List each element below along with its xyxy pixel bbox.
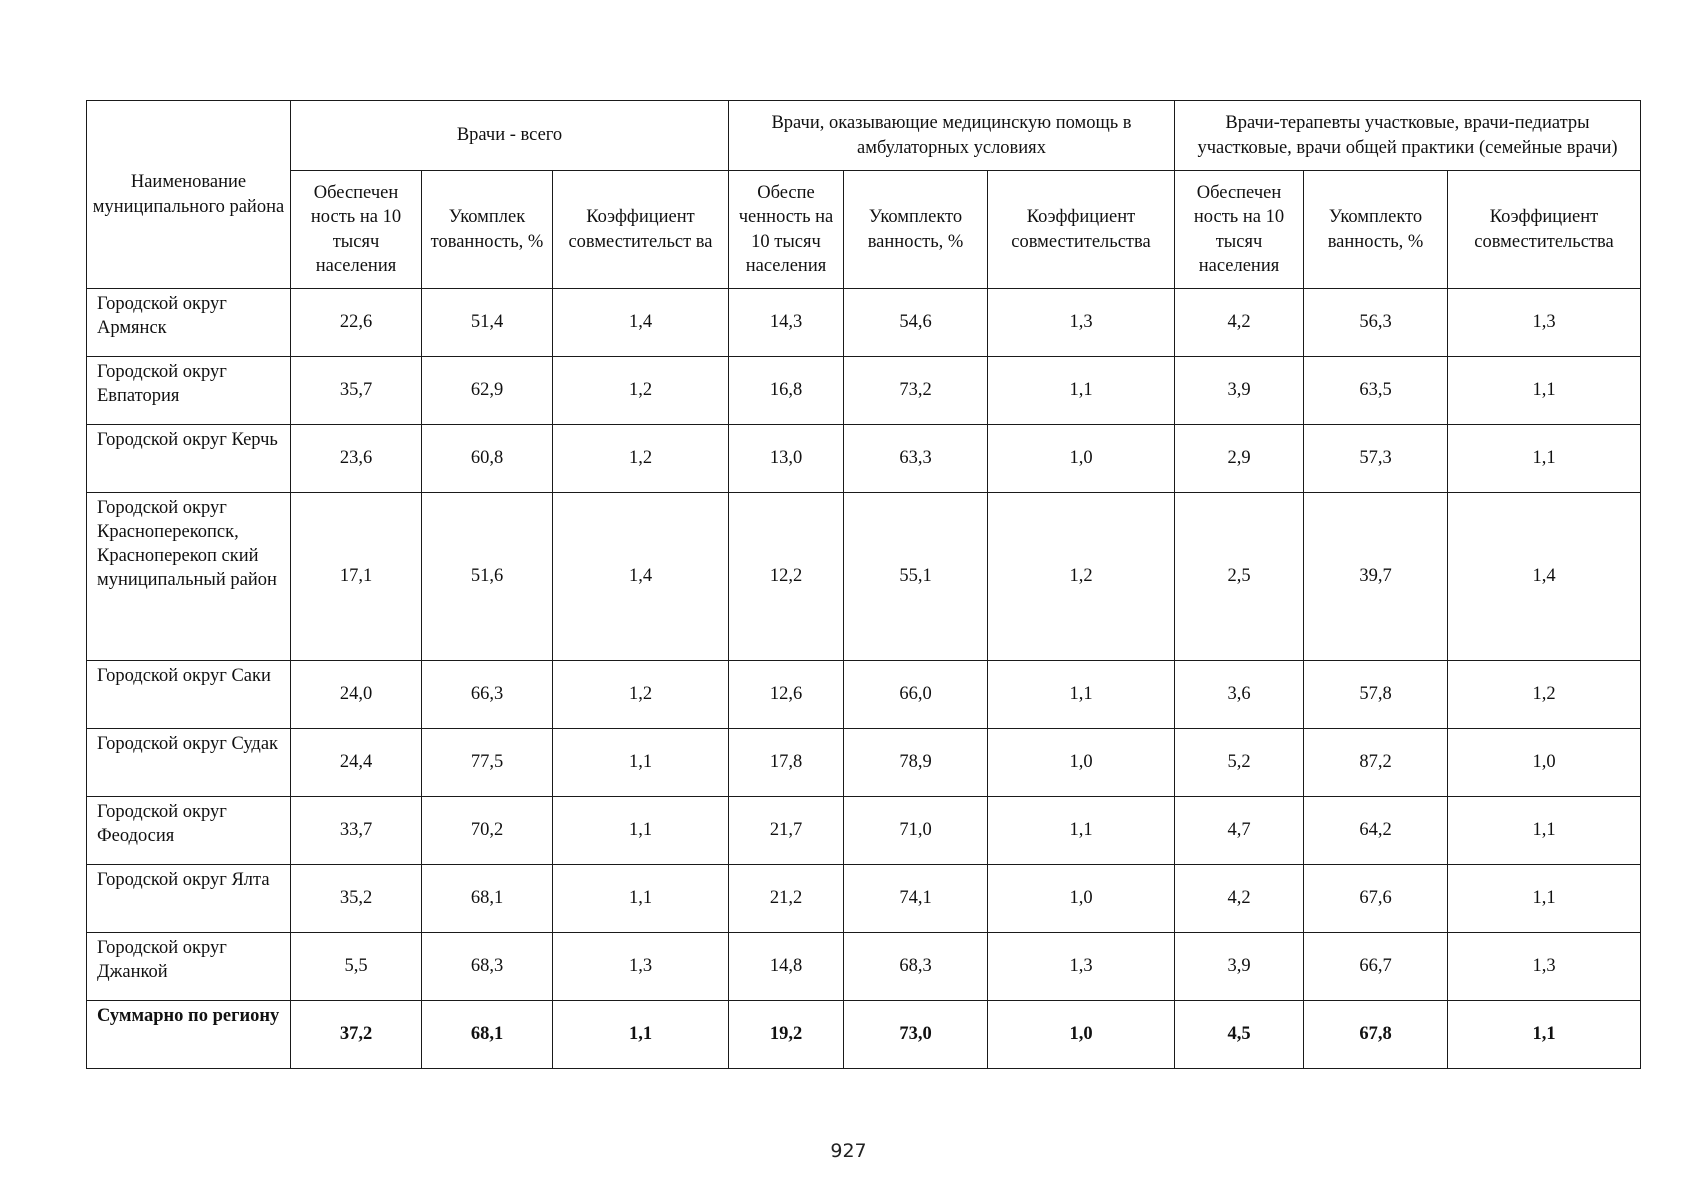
table-body (87, 289, 1641, 1069)
cell-value: 33,7 (291, 797, 422, 865)
cell-value: 35,2 (291, 865, 422, 933)
row-name: Городской округ Феодосия (87, 797, 291, 865)
cell-value: 63,5 (1304, 357, 1448, 425)
subheader-cell: Укомплек тованность, % (422, 171, 553, 289)
cell-value: 51,6 (422, 493, 553, 661)
cell-value: 1,0 (988, 425, 1175, 493)
table-row (87, 661, 1641, 729)
total-cell-value: 1,0 (988, 1001, 1175, 1069)
header-group-outpatient: Врачи, оказывающие медицинскую помощь в амбулаторных условиях (729, 101, 1175, 171)
table-row-total (87, 1001, 1641, 1069)
header-group-district-doctors: Врачи-терапевты участковые, врачи-педиатры участковые, врачи общей практики (семейные врачи) (1175, 101, 1641, 171)
total-cell-value: 73,0 (844, 1001, 988, 1069)
cell-value: 78,9 (844, 729, 988, 797)
cell-value: 87,2 (1304, 729, 1448, 797)
table-row (87, 289, 1641, 357)
total-cell-value: 67,8 (1304, 1001, 1448, 1069)
cell-value: 68,3 (422, 933, 553, 1001)
row-name: Городской округ Ялта (87, 865, 291, 933)
cell-value: 3,6 (1175, 661, 1304, 729)
row-name: Городской округ Судак (87, 729, 291, 797)
cell-value: 5,5 (291, 933, 422, 1001)
cell-value: 1,2 (553, 357, 729, 425)
cell-value: 4,2 (1175, 289, 1304, 357)
cell-value: 57,3 (1304, 425, 1448, 493)
statistics-table (86, 100, 1641, 1069)
row-name: Городской округ Керчь (87, 425, 291, 493)
cell-value: 68,3 (844, 933, 988, 1001)
cell-value: 14,3 (729, 289, 844, 357)
cell-value: 24,0 (291, 661, 422, 729)
cell-value: 66,7 (1304, 933, 1448, 1001)
cell-value: 67,6 (1304, 865, 1448, 933)
cell-value: 1,4 (1448, 493, 1641, 661)
table-row (87, 425, 1641, 493)
cell-value: 1,3 (988, 289, 1175, 357)
subheader-cell: Коэффициент совместительства (988, 171, 1175, 289)
header-name-column: Наименование муниципального района (87, 101, 291, 289)
cell-value: 17,1 (291, 493, 422, 661)
cell-value: 55,1 (844, 493, 988, 661)
cell-value: 1,1 (1448, 425, 1641, 493)
cell-value: 1,1 (1448, 865, 1641, 933)
table-row (87, 493, 1641, 661)
subheader-cell: Укомплекто ванность, % (844, 171, 988, 289)
header-group-doctors-total: Врачи - всего (291, 101, 729, 171)
cell-value: 2,9 (1175, 425, 1304, 493)
subheader-cell: Обеспечен ность на 10 тысяч населения (1175, 171, 1304, 289)
total-cell-value: 1,1 (1448, 1001, 1641, 1069)
row-name: Городской округ Евпатория (87, 357, 291, 425)
table-row (87, 729, 1641, 797)
cell-value: 1,2 (1448, 661, 1641, 729)
table-row (87, 357, 1641, 425)
total-cell-value: 68,1 (422, 1001, 553, 1069)
cell-value: 14,8 (729, 933, 844, 1001)
total-cell-value: 19,2 (729, 1001, 844, 1069)
row-name: Городской округ Армянск (87, 289, 291, 357)
cell-value: 77,5 (422, 729, 553, 797)
total-row-name: Суммарно по региону (87, 1001, 291, 1069)
cell-value: 21,7 (729, 797, 844, 865)
cell-value: 1,4 (553, 493, 729, 661)
total-cell-value: 4,5 (1175, 1001, 1304, 1069)
cell-value: 12,2 (729, 493, 844, 661)
cell-value: 3,9 (1175, 357, 1304, 425)
cell-value: 63,3 (844, 425, 988, 493)
cell-value: 1,3 (1448, 933, 1641, 1001)
cell-value: 1,0 (988, 729, 1175, 797)
cell-value: 51,4 (422, 289, 553, 357)
table-row (87, 933, 1641, 1001)
cell-value: 22,6 (291, 289, 422, 357)
cell-value: 4,7 (1175, 797, 1304, 865)
cell-value: 1,0 (988, 865, 1175, 933)
cell-value: 71,0 (844, 797, 988, 865)
cell-value: 73,2 (844, 357, 988, 425)
cell-value: 70,2 (422, 797, 553, 865)
cell-value: 62,9 (422, 357, 553, 425)
cell-value: 1,1 (988, 661, 1175, 729)
cell-value: 17,8 (729, 729, 844, 797)
total-cell-value: 1,1 (553, 1001, 729, 1069)
cell-value: 3,9 (1175, 933, 1304, 1001)
subheader-cell: Обеспе ченность на 10 тысяч населения (729, 171, 844, 289)
cell-value: 1,3 (553, 933, 729, 1001)
cell-value: 1,3 (988, 933, 1175, 1001)
row-name: Городской округ Джанкой (87, 933, 291, 1001)
cell-value: 1,1 (553, 865, 729, 933)
cell-value: 21,2 (729, 865, 844, 933)
cell-value: 1,1 (1448, 357, 1641, 425)
cell-value: 66,3 (422, 661, 553, 729)
cell-value: 1,1 (988, 357, 1175, 425)
cell-value: 66,0 (844, 661, 988, 729)
cell-value: 68,1 (422, 865, 553, 933)
cell-value: 1,4 (553, 289, 729, 357)
cell-value: 1,2 (988, 493, 1175, 661)
cell-value: 39,7 (1304, 493, 1448, 661)
subheader-cell: Укомплекто ванность, % (1304, 171, 1448, 289)
cell-value: 64,2 (1304, 797, 1448, 865)
table-row (87, 865, 1641, 933)
cell-value: 23,6 (291, 425, 422, 493)
cell-value: 35,7 (291, 357, 422, 425)
cell-value: 13,0 (729, 425, 844, 493)
cell-value: 1,1 (988, 797, 1175, 865)
cell-value: 1,2 (553, 661, 729, 729)
cell-value: 1,0 (1448, 729, 1641, 797)
header-row-subcolumns (87, 171, 1641, 289)
cell-value: 12,6 (729, 661, 844, 729)
total-cell-value: 37,2 (291, 1001, 422, 1069)
cell-value: 2,5 (1175, 493, 1304, 661)
cell-value: 24,4 (291, 729, 422, 797)
row-name: Городской округ Красноперекопск, Красноперекоп ский муниципальный район (87, 493, 291, 661)
cell-value: 4,2 (1175, 865, 1304, 933)
cell-value: 1,1 (553, 797, 729, 865)
subheader-cell: Обеспечен ность на 10 тысяч населения (291, 171, 422, 289)
cell-value: 57,8 (1304, 661, 1448, 729)
subheader-cell: Коэффициент совместительст ва (553, 171, 729, 289)
row-name: Городской округ Саки (87, 661, 291, 729)
header-row-groups (87, 101, 1641, 171)
cell-value: 1,1 (1448, 797, 1641, 865)
cell-value: 5,2 (1175, 729, 1304, 797)
cell-value: 56,3 (1304, 289, 1448, 357)
cell-value: 1,3 (1448, 289, 1641, 357)
cell-value: 60,8 (422, 425, 553, 493)
cell-value: 1,1 (553, 729, 729, 797)
cell-value: 1,2 (553, 425, 729, 493)
subheader-cell: Коэффициент совместительства (1448, 171, 1641, 289)
cell-value: 74,1 (844, 865, 988, 933)
table-row (87, 797, 1641, 865)
page-number: 927 (830, 1140, 867, 1162)
cell-value: 16,8 (729, 357, 844, 425)
cell-value: 54,6 (844, 289, 988, 357)
